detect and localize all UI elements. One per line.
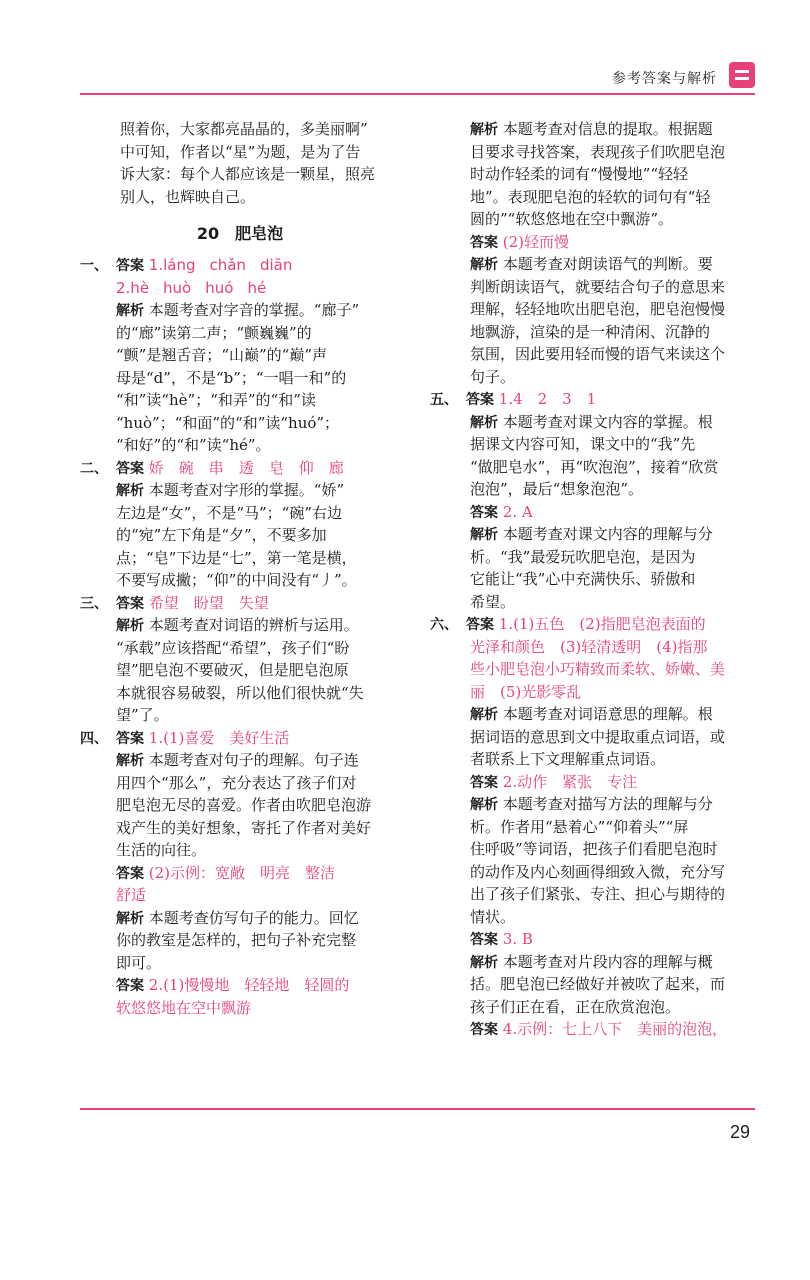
answer-label: 答案 [470, 234, 498, 251]
text-line: 氛围，因此要用轻而慢的语气来读这个 [470, 345, 726, 363]
answer-label: 答案 [470, 774, 498, 791]
text-line: 不要写成撇；“仰”的中间没有“丿”。 [116, 571, 357, 589]
analysis-label: 解析 [470, 122, 498, 138]
text-line: “huò”；“和面”的“和”读“huó”； [116, 413, 340, 432]
answer-text: 些小肥皂泡小巧精致而柔软、娇嫩、美 [470, 660, 726, 678]
text-line: 时动作轻柔的词有“慢慢地”“轻轻 [470, 165, 689, 183]
answer-text: 丽 (5)光影零乱 [470, 682, 582, 701]
text-line: 据词语的意思到文中提取重点词语，或 [470, 727, 726, 746]
text-line: 戏产生的美好想象，寄托了作者对美好 [116, 818, 372, 837]
text-line: 据课文内容可知，课文中的“我”先 [470, 435, 696, 453]
text-line: 别人，也辉映自己。 [120, 187, 256, 206]
answer-text: 光泽和颜色 (3)轻清透明 (4)指那 [470, 637, 708, 656]
analysis-text: 本题考查对描写方法的理解与分 [502, 795, 713, 813]
section-number: 四、 [80, 730, 108, 747]
analysis-label: 解析 [116, 618, 144, 634]
text-line: 的“宛”左下角是“夕”，不要多加 [116, 526, 327, 544]
section-number: 一、 [80, 258, 108, 274]
right-column [430, 118, 755, 1041]
header-divider [80, 93, 755, 95]
header-title: 参考答案与解析 [612, 71, 717, 87]
section-number: 二、 [80, 460, 108, 477]
text-line: 你的教室是怎样的，把句子补充完整 [116, 931, 357, 949]
text-line: 孩子们正在看，正在欣赏泡泡。 [470, 997, 681, 1016]
analysis-label: 解析 [470, 797, 498, 813]
text-line: 括。肥皂泡已经做好并被吹了起来，而 [470, 975, 726, 993]
answer-text: 3. B [502, 930, 533, 948]
analysis-label: 解析 [470, 954, 498, 971]
text-line: 点；“皂”下边是“七”，第一笔是横， [116, 548, 357, 567]
text-line: 的“廊”读第二声；“颤巍巍”的 [116, 323, 312, 342]
pinyin: huò [163, 278, 192, 297]
answer-label: 答案 [466, 392, 494, 408]
answer-label: 答案 [116, 460, 144, 477]
answer-text: 软悠悠地在空中飘游 [116, 998, 252, 1017]
page-header [80, 60, 755, 94]
section-number: 五、 [430, 392, 458, 408]
analysis-label: 解析 [470, 527, 498, 543]
analysis-label: 解析 [116, 753, 144, 769]
analysis-text: 本题考查对朗读语气的判断。要 [502, 255, 713, 273]
footer-divider [80, 1108, 755, 1110]
analysis-text: 本题考查对课文内容的理解与分 [502, 525, 713, 543]
analysis-text: 本题考查对词语的辨析与运用。 [148, 616, 359, 634]
answer-label: 答案 [470, 504, 498, 521]
text-line: 生活的向往。 [116, 841, 207, 859]
analysis-label: 解析 [116, 303, 144, 319]
text-line: 情状。 [470, 907, 516, 926]
pinyin: chǎn [209, 256, 246, 274]
analysis-label: 解析 [470, 707, 498, 723]
answer-text: 娇 碗 串 透 皂 仰 廊 [148, 458, 344, 477]
text-line: “和”读“hè”；“和弄”的“和”读 [116, 391, 316, 409]
section-number: 三、 [80, 595, 108, 612]
text-line: “颤”是翘舌音；“山巅”的“巅”声 [116, 346, 328, 364]
analysis-text: 本题考查对词语意思的理解。根 [502, 705, 713, 723]
book-icon [729, 62, 755, 88]
pinyin: huó [205, 278, 234, 297]
text-line: 母是“d”，不是“b”；“一唱一和”的 [116, 368, 347, 387]
text-line: 析。作者用“悬着心”“仰着头”“屏 [470, 817, 689, 836]
analysis-label: 解析 [116, 483, 144, 499]
text-line: 判断朗读语气，就要结合句子的意思来 [470, 277, 726, 296]
text-line: 目要求寻找答案，表现孩子们吹肥皂泡 [470, 142, 726, 161]
text-line: 析。“我”最爱玩吹肥皂泡，是因为 [470, 547, 696, 566]
section-number: 六、 [430, 617, 458, 633]
text-line: 住呼吸”等词语，把孩子们看肥皂泡时 [470, 840, 718, 858]
pinyin: diān [259, 256, 293, 274]
text-line: 诉大家：每个人都应该是一颗星，照亮 [120, 165, 376, 183]
analysis-text: 本题考查仿写句子的能力。回忆 [148, 908, 359, 927]
text-line: “做肥皂水”，再“吹泡泡”，接着“欣赏 [470, 457, 719, 476]
text-line: 照着你，大家都亮晶晶的，多美丽啊” [120, 120, 368, 138]
answer-text: 4.示例：七上八下 美丽的泡泡， [502, 1020, 728, 1038]
text-line: 中可知，作者以“星”为题，是为了告 [120, 142, 361, 161]
text-line: 泡泡”，最后“想象泡泡”。 [470, 480, 644, 498]
analysis-text: 本题考查对句子的理解。句子连 [148, 751, 359, 769]
answer-text: (2)轻而慢 [502, 232, 570, 251]
analysis-label: 解析 [470, 257, 498, 273]
answer-text: 1.(1)五色 (2)指肥皂泡表面的 [498, 615, 706, 633]
text-line: 理解，轻轻地吹出肥皂泡，肥皂泡慢慢 [470, 300, 726, 318]
pinyin: 2.hè [116, 278, 150, 297]
answer-label: 答案 [116, 730, 144, 747]
text-line: 出了孩子们紧张、专注、担心与期待的 [470, 885, 726, 903]
pinyin-answer-2 [80, 277, 400, 300]
analysis-label: 解析 [470, 414, 498, 431]
left-column [80, 118, 400, 1019]
answer-label: 答案 [116, 978, 144, 994]
answer-text: 2.动作 紧张 专注 [502, 772, 638, 791]
text-line: 左边是“女”，不是“马”；“碗”右边 [116, 503, 343, 522]
text-line: 肥皂泡无尽的喜爱。作者由吹肥皂泡游 [116, 796, 372, 814]
text-line: “和好”的“和”读“hé”。 [116, 436, 271, 454]
text-line: 希望。 [470, 592, 516, 611]
text-line: 望”肥皂泡不要破灭，但是肥皂泡原 [116, 661, 349, 679]
text-line: 即可。 [116, 953, 162, 972]
answer-label: 答案 [116, 258, 144, 274]
pinyin-answer-1 [149, 256, 307, 274]
text-line: 句子。 [470, 367, 516, 386]
analysis-text: 本题考查对字音的掌握。“廊子” [148, 301, 360, 319]
text-line: 者联系上下文理解重点词语。 [470, 750, 666, 768]
analysis-text: 本题考查对字形的掌握。“娇” [148, 481, 345, 499]
answer-label: 答案 [116, 595, 144, 612]
text-line: 望”了。 [116, 706, 169, 724]
text-line: 的动作及内心刻画得细致入微，充分写 [470, 862, 726, 881]
answer-text: 舒适 [116, 886, 147, 904]
answer-text: 2.(1)慢慢地 轻轻地 轻圆的 [148, 976, 350, 994]
text-line: 圆的”“软悠悠地在空中飘游”。 [470, 210, 674, 228]
answer-label: 答案 [470, 932, 498, 948]
text-line: 地”。表现肥皂泡的轻软的词句有“轻 [470, 187, 711, 206]
answer-label: 答案 [470, 1022, 498, 1038]
page-number: 29 [730, 1122, 751, 1142]
analysis-text: 本题考查对信息的提取。根据题 [502, 120, 713, 138]
lesson-title: 20 肥皂泡 [196, 224, 284, 243]
pinyin: hé [247, 278, 267, 297]
text-line: 本就很容易破裂，所以他们很快就“失 [116, 683, 364, 702]
pinyin: 1.láng [148, 256, 196, 274]
text-line: “承载”应该搭配“希望”，孩子们“盼 [116, 638, 350, 657]
analysis-text: 本题考查对片段内容的理解与概 [502, 952, 713, 971]
text-line: 用四个“那么”，充分表达了孩子们对 [116, 773, 357, 792]
answer-label: 答案 [466, 617, 494, 633]
answer-text: 1.(1)喜爱 美好生活 [148, 728, 290, 747]
text-line: 它能让“我”心中充满快乐、骄傲和 [470, 570, 696, 588]
answer-label: 答案 [116, 865, 144, 882]
analysis-label: 解析 [116, 910, 144, 927]
answer-text: 希望 盼望 失望 [148, 593, 269, 612]
answer-text: 2. A [502, 502, 533, 521]
answer-text: (2)示例：宽敞 明亮 整洁 [148, 863, 336, 882]
analysis-text: 本题考查对课文内容的掌握。根 [502, 412, 713, 431]
text-line: 地飘游，渲染的是一种清闲、沉静的 [470, 322, 711, 341]
answer-text: 1.4 2 3 1 [498, 390, 597, 408]
